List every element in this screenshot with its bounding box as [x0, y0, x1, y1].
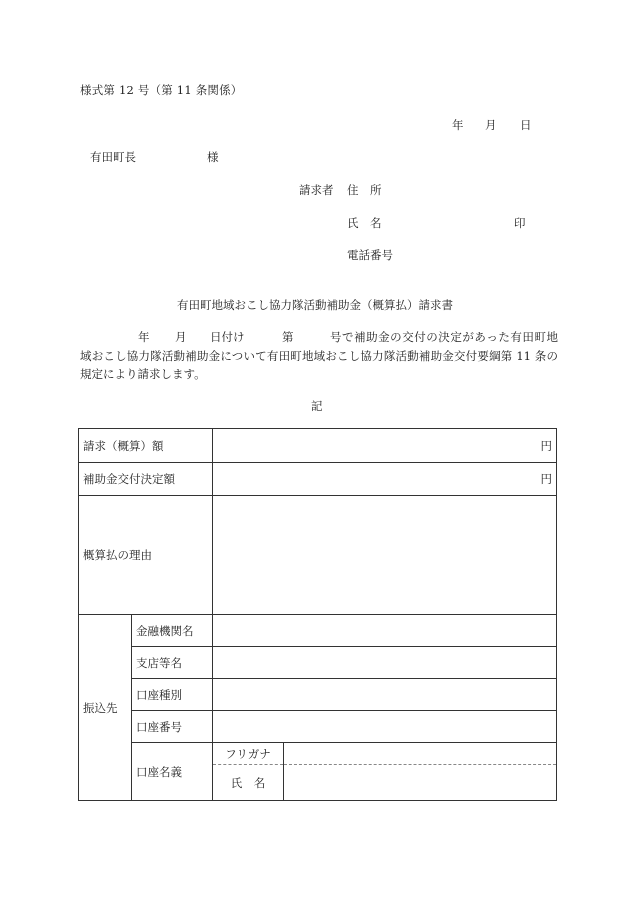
- request-amount-row: [79, 429, 557, 463]
- bank-label: 金融機関名: [132, 615, 213, 647]
- branch-field[interactable]: [213, 647, 557, 679]
- seal-label: 印: [514, 216, 526, 230]
- reason-label: 概算払の理由: [79, 496, 213, 615]
- branch-label: 支店等名: [132, 647, 213, 679]
- request-amount-field[interactable]: [213, 429, 557, 463]
- body-line-2: 域おこし協力隊活動補助金について有田町地域おこし協力隊活動補助金交付要綱第 11 条の: [80, 349, 558, 363]
- body-month: 月: [175, 330, 187, 344]
- account-type-row: [79, 679, 557, 711]
- reason-row: [79, 496, 557, 615]
- note-heading: 記: [311, 399, 323, 413]
- decided-amount-unit: 円: [540, 472, 552, 486]
- honorific: 様: [207, 150, 219, 164]
- request-amount-label: 請求（概算）額: [79, 429, 213, 463]
- account-name-label: 口座名義: [132, 743, 213, 801]
- holder-name-label: 氏 名: [213, 765, 284, 801]
- body-year: 年: [138, 330, 150, 344]
- phone-label: 電話番号: [347, 248, 393, 262]
- body-number-prefix: 第: [282, 330, 294, 344]
- decided-amount-label: 補助金交付決定額: [79, 463, 213, 496]
- request-table: [78, 428, 557, 801]
- addressee: 有田町長: [90, 150, 136, 164]
- furigana-field[interactable]: [284, 743, 557, 765]
- account-number-field[interactable]: [213, 711, 557, 743]
- date-day: 日: [520, 118, 532, 132]
- body-line1-rest: 号で補助金の交付の決定があった有田町地: [330, 330, 558, 344]
- address-label: 住 所: [347, 183, 382, 197]
- bank-row: [79, 615, 557, 647]
- furigana-row: [79, 743, 557, 765]
- document-title: 有田町地域おこし協力隊活動補助金（概算払）請求書: [177, 298, 453, 312]
- bank-field[interactable]: [213, 615, 557, 647]
- account-number-label: 口座番号: [132, 711, 213, 743]
- body-line-3: 規定により請求します。: [80, 367, 206, 381]
- body-paragraph: [80, 347, 558, 383]
- form-number: 様式第 12 号（第 11 条関係）: [80, 83, 243, 97]
- decided-amount-field[interactable]: [213, 463, 557, 496]
- transfer-label: 振込先: [79, 615, 132, 801]
- account-number-row: [79, 711, 557, 743]
- request-amount-unit: 円: [540, 438, 552, 453]
- body-date-suffix: 日付け: [210, 330, 245, 344]
- name-label: 氏 名: [347, 216, 382, 230]
- date-month: 月: [485, 118, 497, 132]
- decided-amount-row: [79, 463, 557, 496]
- date-year: 年: [452, 118, 464, 132]
- reason-field[interactable]: [213, 496, 557, 615]
- holder-name-field[interactable]: [284, 765, 557, 801]
- account-type-field[interactable]: [213, 679, 557, 711]
- furigana-label: フリガナ: [213, 743, 284, 765]
- account-type-label: 口座種別: [132, 679, 213, 711]
- branch-row: [79, 647, 557, 679]
- requester-label: 請求者: [299, 183, 334, 197]
